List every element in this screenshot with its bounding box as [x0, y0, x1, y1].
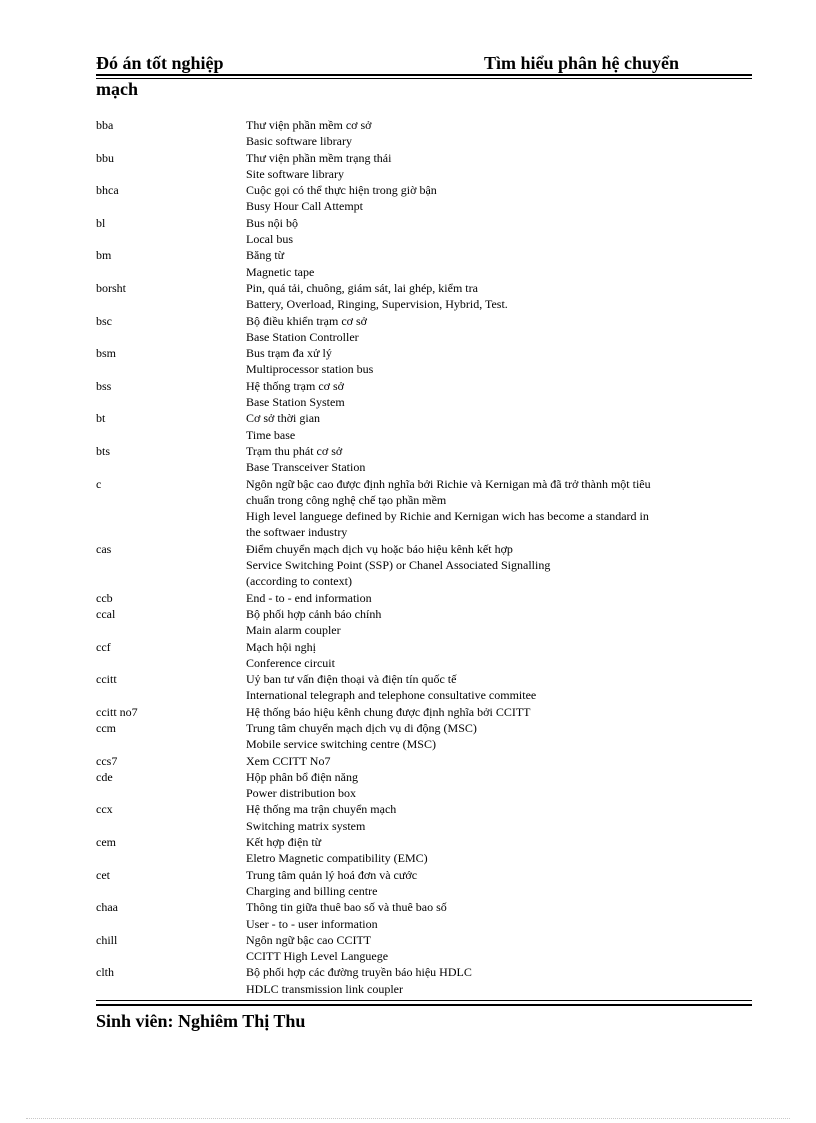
glossary-entry — [96, 769, 752, 802]
definition-line: Trạm thu phát cơ sở — [246, 443, 343, 458]
glossary-term: bhca — [96, 183, 119, 198]
definition-line: Bus nội bộ — [246, 215, 299, 230]
glossary-entry — [96, 801, 752, 834]
definition-line: Bộ điều khiển trạm cơ sở — [246, 313, 368, 328]
glossary-term: bsm — [96, 346, 117, 361]
definition-line: Main alarm coupler — [246, 623, 341, 638]
glossary-term: cas — [96, 541, 112, 556]
definition-line: Charging and billing centre — [246, 883, 378, 898]
glossary-term: cet — [96, 867, 110, 882]
glossary-term: borsht — [96, 280, 126, 295]
definition-line: Mạch hội nghị — [246, 639, 316, 654]
glossary-definition — [246, 443, 716, 476]
glossary-definition — [246, 541, 716, 590]
glossary-definition — [246, 753, 716, 769]
glossary-definition — [246, 345, 716, 378]
glossary-entry — [96, 867, 752, 900]
glossary-entry — [96, 606, 752, 639]
definition-line: International telegraph and telephone consultative commitee — [246, 688, 537, 703]
glossary-term: ccs7 — [96, 753, 118, 768]
glossary-term: ccitt no7 — [96, 704, 138, 719]
glossary-entry — [96, 704, 752, 720]
glossary-term: chill — [96, 932, 118, 947]
glossary-entry — [96, 117, 752, 150]
definition-line: the softwaer industry — [246, 525, 348, 540]
student-name: Sinh viên: Nghiêm Thị Thu — [96, 1011, 306, 1031]
chapter-title: Tìm hiểu phân hệ chuyển — [484, 53, 680, 73]
glossary-term: bm — [96, 248, 112, 263]
definition-line: Trung tâm quản lý hoá đơn và cước — [246, 867, 418, 882]
glossary-definition — [246, 476, 716, 541]
glossary-entry — [96, 247, 752, 280]
definition-line: Pin, quá tải, chuông, giám sát, lai ghép, kiểm tra — [246, 280, 478, 295]
glossary-entry — [96, 443, 752, 476]
definition-line: Base Transceiver Station — [246, 460, 366, 475]
definition-line: CCITT High Level Languege — [246, 949, 389, 964]
glossary-term: ccx — [96, 802, 113, 817]
definition-line: Site software library — [246, 166, 344, 181]
glossary-term: cem — [96, 835, 116, 850]
definition-line: Thông tin giữa thuê bao số và thuê bao số — [246, 900, 447, 915]
glossary-definition — [246, 150, 716, 183]
definition-line: Time base — [246, 427, 296, 442]
definition-line: Local bus — [246, 232, 293, 247]
glossary-entry — [96, 410, 752, 443]
definition-line: End - to - end information — [246, 590, 372, 605]
glossary-definition — [246, 639, 716, 672]
definition-line: Xem CCITT No7 — [246, 753, 331, 768]
glossary-entry — [96, 834, 752, 867]
definition-line: Battery, Overload, Ringing, Supervision, Hybrid, Test. — [246, 297, 508, 312]
definition-line: Hộp phân bổ điện năng — [246, 769, 358, 784]
glossary-entry — [96, 182, 752, 215]
definition-line: Bộ phối hợp các đường truyền báo hiệu HDLC — [246, 965, 472, 980]
chapter-title-continuation: mạch — [96, 79, 138, 99]
footer-rule-thin — [96, 1000, 752, 1001]
glossary-entry — [96, 753, 752, 769]
definition-line: Mobile service switching centre (MSC) — [246, 737, 436, 752]
definition-line: Cuộc gọi có thể thực hiện trong giờ bận — [246, 183, 437, 198]
glossary-entry — [96, 345, 752, 378]
glossary-entry — [96, 313, 752, 346]
glossary-term: bl — [96, 215, 106, 230]
definition-line: Cơ sở thời gian — [246, 411, 321, 426]
glossary-term: ccal — [96, 606, 116, 621]
definition-line: User - to - user information — [246, 916, 378, 931]
definition-line: Bus trạm đa xử lý — [246, 346, 332, 361]
definition-line: Hệ thống trạm cơ sở — [246, 378, 345, 393]
glossary-entry — [96, 964, 752, 997]
definition-line: chuẩn trong công nghệ chế tạo phần mềm — [246, 492, 447, 507]
glossary-definition — [246, 378, 716, 411]
glossary-definition — [246, 590, 716, 606]
glossary-definition — [246, 899, 716, 932]
glossary-definition — [246, 313, 716, 346]
definition-line: Thư viện phần mềm trạng thái — [246, 150, 392, 165]
glossary-definition — [246, 671, 716, 704]
definition-line: Conference circuit — [246, 655, 335, 670]
glossary-definition — [246, 704, 716, 720]
glossary-definition — [246, 834, 716, 867]
glossary-term: ccf — [96, 639, 111, 654]
definition-line: Eletro Magnetic compatibility (EMC) — [246, 851, 428, 866]
abbreviation-glossary — [96, 117, 752, 997]
glossary-entry — [96, 590, 752, 606]
glossary-definition — [246, 932, 716, 965]
glossary-definition — [246, 964, 716, 997]
definition-line: Switching matrix system — [246, 818, 366, 833]
glossary-definition — [246, 117, 716, 150]
page-edge-dotted-line — [26, 1118, 790, 1119]
definition-line: Trung tâm chuyển mạch dịch vụ di động (MSC) — [246, 720, 477, 735]
definition-line: Service Switching Point (SSP) or Chanel Associated Signalling — [246, 558, 551, 573]
footer-rule — [96, 1004, 752, 1006]
glossary-term: bss — [96, 378, 112, 393]
glossary-entry — [96, 378, 752, 411]
glossary-entry — [96, 671, 752, 704]
definition-line: (according to context) — [246, 574, 352, 589]
glossary-definition — [246, 867, 716, 900]
glossary-entry — [96, 639, 752, 672]
glossary-entry — [96, 215, 752, 248]
glossary-definition — [246, 606, 716, 639]
definition-line: Ngôn ngữ bậc cao được định nghĩa bởi Richie và Kernigan mà đã trở thành một tiêu — [246, 476, 651, 491]
glossary-term: bt — [96, 411, 106, 426]
glossary-definition — [246, 247, 716, 280]
glossary-term: bts — [96, 443, 111, 458]
glossary-definition — [246, 215, 716, 248]
glossary-term: bba — [96, 118, 114, 132]
glossary-definition — [246, 182, 716, 215]
glossary-term: chaa — [96, 900, 118, 915]
definition-line: Hệ thống báo hiệu kênh chung được định nghĩa bởi CCITT — [246, 704, 531, 719]
definition-line: HDLC transmission link coupler — [246, 981, 403, 996]
glossary-term: ccb — [96, 590, 113, 605]
thesis-title: Đó án tốt nghiệp — [96, 53, 224, 73]
page-header — [96, 53, 752, 75]
definition-line: Kết hợp điện từ — [246, 835, 322, 850]
definition-line: Basic software library — [246, 134, 352, 149]
glossary-term: ccitt — [96, 672, 117, 687]
glossary-term: bsc — [96, 313, 112, 328]
definition-line: Băng từ — [246, 248, 285, 263]
definition-line: Bộ phối hợp cảnh báo chính — [246, 606, 382, 621]
definition-line: Điểm chuyển mạch dịch vụ hoặc báo hiệu kênh kết hợp — [246, 541, 513, 556]
definition-line: Ngôn ngữ bậc cao CCITT — [246, 932, 372, 947]
header-rule-thin — [96, 78, 752, 79]
definition-line: Power distribution box — [246, 786, 356, 801]
glossary-entry — [96, 150, 752, 183]
glossary-entry — [96, 541, 752, 590]
definition-line: Hệ thống ma trận chuyển mạch — [246, 802, 397, 817]
definition-line: High level languege defined by Richie and Kernigan wich has become a standard in — [246, 509, 649, 524]
definition-line: Base Station Controller — [246, 329, 359, 344]
glossary-definition — [246, 801, 716, 834]
glossary-entry — [96, 720, 752, 753]
definition-line: Busy Hour Call Attempt — [246, 199, 363, 214]
glossary-definition — [246, 410, 716, 443]
glossary-entry — [96, 280, 752, 313]
definition-line: Multiprocessor station bus — [246, 362, 374, 377]
glossary-definition — [246, 769, 716, 802]
glossary-entry — [96, 899, 752, 932]
glossary-definition — [246, 280, 716, 313]
glossary-term: cde — [96, 769, 113, 784]
glossary-term: bbu — [96, 150, 114, 165]
definition-line: Thư viện phần mềm cơ sở — [246, 118, 372, 132]
glossary-entry — [96, 476, 752, 541]
glossary-term: ccm — [96, 720, 116, 735]
glossary-term: c — [96, 476, 102, 491]
definition-line: Uỷ ban tư vấn điện thoại và điện tín quốc tế — [246, 672, 457, 687]
definition-line: Magnetic tape — [246, 264, 315, 279]
glossary-entry — [96, 932, 752, 965]
definition-line: Base Station System — [246, 395, 345, 410]
header-rule — [96, 74, 752, 76]
glossary-term: clth — [96, 965, 114, 980]
glossary-definition — [246, 720, 716, 753]
